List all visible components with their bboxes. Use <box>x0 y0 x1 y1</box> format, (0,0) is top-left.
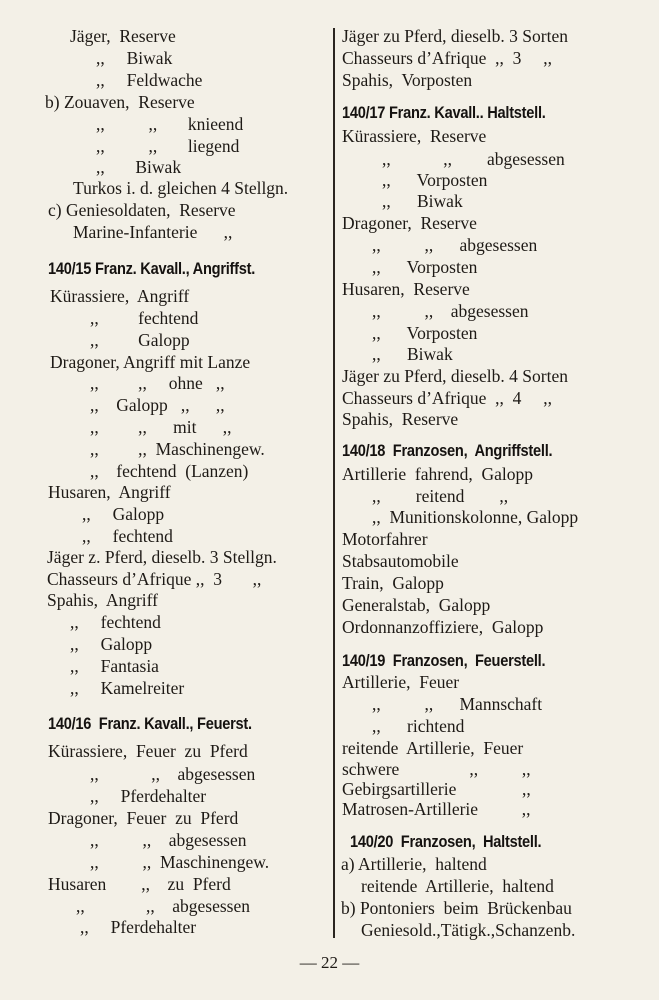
text-line: schwere ,, ,, <box>342 759 531 779</box>
text-line: ,, ,, Maschinengew. <box>90 852 270 872</box>
text-line: ,, richtend <box>372 716 465 736</box>
text-line: Gebirgsartillerie ,, <box>342 779 531 799</box>
text-line: ,, Vorposten <box>382 170 488 190</box>
text-line: ,, Pferdehalter <box>80 917 197 937</box>
text-line: ,, ,, abgesessen <box>372 301 529 321</box>
text-line: Train, Galopp <box>342 573 444 593</box>
text-line: ,, Galopp ,, ,, <box>90 395 225 415</box>
text-line: a) Artillerie, haltend <box>341 854 487 874</box>
text-line: Geniesold.,Tätigk.,Schanzenb. <box>361 920 576 940</box>
text-line: b) Zouaven, Reserve <box>45 92 195 112</box>
text-line: Ordonnanzoffiziere, Galopp <box>342 617 544 637</box>
text-line: ,, ,, liegend <box>96 136 240 156</box>
text-line: Matrosen-Artillerie ,, <box>342 799 531 819</box>
text-line: reitende Artillerie, Feuer <box>342 738 524 758</box>
section-heading: 140/15 Franz. Kavall., Angriffst. <box>48 259 256 278</box>
text-line: Dragoner, Feuer zu Pferd <box>48 808 239 828</box>
text-line: Husaren ,, zu Pferd <box>48 874 231 894</box>
text-line: Generalstab, Galopp <box>342 595 491 615</box>
section-heading: 140/19 Franzosen, Feuerstell. <box>342 651 546 670</box>
page-number: — 22 — <box>299 953 360 972</box>
text-line: ,, ,, abgesessen <box>90 764 256 784</box>
text-line: Chasseurs d’Afrique ,, 3 ,, <box>47 569 262 589</box>
text-line: Spahis, Reserve <box>342 409 459 429</box>
text-line: Chasseurs d’Afrique ,, 3 ,, <box>342 48 552 68</box>
text-line: Jäger z. Pferd, dieselb. 3 Stellgn. <box>47 547 277 567</box>
text-line: Chasseurs d’Afrique ,, 4 ,, <box>342 388 552 408</box>
text-line: ,, fechtend (Lanzen) <box>90 461 249 481</box>
text-line: ,, Biwak <box>96 157 182 177</box>
text-line: Spahis, Angriff <box>47 590 158 610</box>
text-line: Husaren, Angriff <box>48 482 171 502</box>
text-line: Dragoner, Reserve <box>342 213 477 233</box>
text-line: ,, Kamelreiter <box>70 678 185 698</box>
text-line: Kürassiere, Reserve <box>342 126 487 146</box>
text-line: Turkos i. d. gleichen 4 Stellgn. <box>73 178 289 198</box>
section-heading: 140/17 Franz. Kavall.. Haltstell. <box>342 103 546 122</box>
text-line: Kürassiere, Angriff <box>50 286 190 306</box>
text-line: ,, reitend ,, <box>372 486 509 506</box>
text-line: ,, Vorposten <box>372 257 478 277</box>
section-heading: 140/16 Franz. Kavall., Feuerst. <box>48 714 252 733</box>
text-line: ,, Pferdehalter <box>90 786 207 806</box>
text-line: ,, Fantasia <box>70 656 159 676</box>
text-line: ,, ,, Mannschaft <box>372 694 543 714</box>
text-line: Husaren, Reserve <box>342 279 470 299</box>
text-line: ,, ,, knieend <box>96 114 244 134</box>
text-line: Jäger zu Pferd, dieselb. 4 Sorten <box>342 366 568 386</box>
text-line: ,, ,, ohne ,, <box>90 373 225 393</box>
text-line: ,, fechtend <box>90 308 199 328</box>
text-line: ,, ,, abgesessen <box>382 149 565 169</box>
text-line: ,, Munitionskolonne, Galopp <box>372 507 579 527</box>
text-line: reitende Artillerie, haltend <box>361 876 554 896</box>
text-line: ,, ,, Maschinengew. <box>90 439 265 459</box>
text-line: c) Geniesoldaten, Reserve <box>48 200 236 220</box>
text-line: ,, Feldwache <box>96 70 203 90</box>
section-heading: 140/18 Franzosen, Angriffstell. <box>342 441 553 460</box>
text-line: ,, ,, abgesessen <box>76 896 251 916</box>
text-line: Stabsautomobile <box>342 551 459 571</box>
text-line: ,, ,, abgesessen <box>372 235 538 255</box>
text-line: ,, fechtend <box>70 612 161 632</box>
text-line: ,, Galopp <box>90 330 190 350</box>
text-line: ,, Biwak <box>96 48 173 68</box>
text-line: Dragoner, Angriff mit Lanze <box>50 352 251 372</box>
text-line: Jäger zu Pferd, dieselb. 3 Sorten <box>342 26 568 46</box>
text-line: Marine-Infanterie ,, <box>73 222 233 242</box>
text-line: ,, Vorposten <box>372 323 478 343</box>
text-line: Artillerie fahrend, Galopp <box>342 464 533 484</box>
text-line: ,, Galopp <box>82 504 165 524</box>
text-line: Kürassiere, Feuer zu Pferd <box>48 741 248 761</box>
text-line: ,, ,, mit ,, <box>90 417 232 437</box>
text-line: ,, Biwak <box>382 191 463 211</box>
text-line: Spahis, Vorposten <box>342 70 473 90</box>
text-line: ,, ,, abgesessen <box>90 830 247 850</box>
text-line: b) Pontoniers beim Brückenbau <box>341 898 572 918</box>
section-heading: 140/20 Franzosen, Haltstell. <box>350 832 542 851</box>
text-line: Jäger, Reserve <box>70 26 176 46</box>
text-line: Artillerie, Feuer <box>342 672 460 692</box>
text-line: Motorfahrer <box>342 529 428 549</box>
text-line: ,, fechtend <box>82 526 173 546</box>
text-line: ,, Biwak <box>372 344 453 364</box>
column-divider <box>333 28 335 938</box>
text-line: ,, Galopp <box>70 634 153 654</box>
